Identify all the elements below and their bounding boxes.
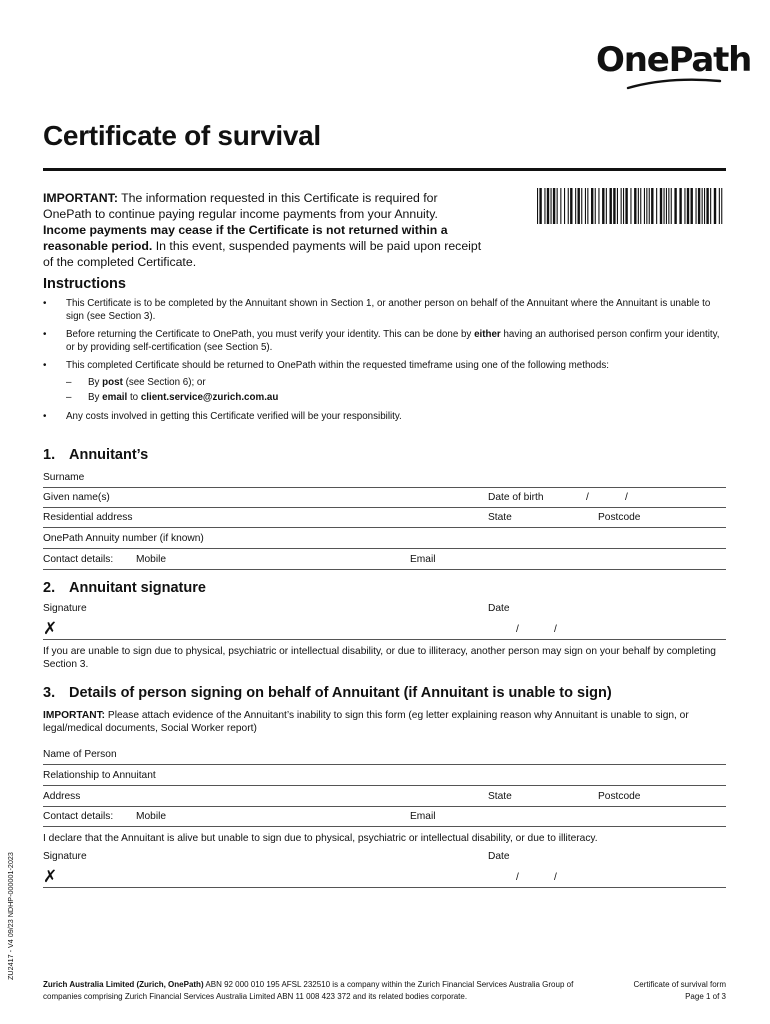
barcode-bar: [640, 188, 641, 224]
barcode-bar: [560, 188, 561, 224]
barcode-bar: [581, 188, 582, 224]
signature-label: Signature: [43, 851, 87, 862]
date-of-birth-field[interactable]: Date of birth: [488, 492, 544, 503]
barcode-bar: [691, 188, 693, 224]
barcode-bar: [638, 188, 639, 224]
barcode-bar: [547, 188, 549, 224]
list-item: • This Certificate is to be completed by the Annuitant shown in Section 1, or another person on behalf of the Annuitant where the Annuitant is unable to sign (see Section 3).: [43, 298, 711, 322]
signature-field[interactable]: [43, 868, 726, 888]
barcode-bar: [606, 188, 607, 224]
instructions-heading: Instructions: [43, 276, 126, 292]
barcode-bar: [702, 188, 703, 224]
barcode-bar: [721, 188, 722, 224]
barcode-graphic: [537, 188, 725, 224]
barcode-bar: [551, 188, 552, 224]
important-text-1: The information requested in this Certificate is required for OnePath to continue paying regular income payments from your Annuity.: [43, 191, 438, 221]
barcode-bar: [674, 188, 676, 224]
barcode-bar: [630, 188, 631, 224]
barcode-bar: [684, 188, 685, 224]
annuity-number-field[interactable]: OnePath Annuity number (if known): [43, 529, 726, 549]
barcode-bar: [706, 188, 708, 224]
onepath-logo: [596, 40, 752, 88]
barcode-bar: [570, 188, 572, 224]
barcode-bar: [646, 188, 647, 224]
address-field[interactable]: Address State Postcode: [43, 787, 726, 807]
barcode-bar: [595, 188, 596, 224]
page-number: Page 1 of 3: [685, 992, 726, 1001]
barcode-bar: [714, 188, 716, 224]
contact-details-row: Contact details: Mobile Email: [43, 807, 726, 827]
barcode-bar: [623, 188, 624, 224]
barcode-bar: [587, 188, 588, 224]
barcode-bar: [634, 188, 636, 224]
email-field[interactable]: Email: [410, 554, 436, 565]
form-code: ZU2417 - V4 09/23 NDHP-000001-2023: [6, 852, 15, 980]
page-title: Certificate of survival: [43, 120, 321, 151]
section-2-heading: 2. Annuitant signature: [43, 580, 206, 596]
barcode-bar: [704, 188, 705, 224]
state-field[interactable]: State: [488, 512, 512, 523]
important-text-2: In this event, suspended payments will be paid upon receipt of the completed Certificate.: [43, 239, 482, 269]
barcode-bar: [553, 188, 555, 224]
barcode-bar: [598, 188, 599, 224]
barcode-bar: [537, 188, 538, 224]
barcode-bar: [621, 188, 622, 224]
barcode-bar: [698, 188, 700, 224]
title-divider: [43, 168, 726, 171]
postcode-field[interactable]: Postcode: [598, 791, 641, 802]
footer-disclaimer: Zurich Australia Limited (Zurich, OnePath) ABN 92 000 010 195 AFSL 232510 is a company within the Zurich Financial Services Australia Group of companies comprising Zurich Financial Services Australia Limited ABN 11 008 423 372 and its related bodies corporate.: [43, 980, 574, 1001]
signature-cross-icon: ✗: [43, 867, 58, 886]
state-field[interactable]: State: [488, 791, 512, 802]
barcode-bar: [649, 188, 650, 224]
important-notice: [43, 190, 483, 270]
barcode-bar: [656, 188, 657, 224]
barcode-bar: [668, 188, 669, 224]
instructions-list: [43, 298, 728, 429]
barcode-bar: [575, 188, 576, 224]
barcode-bar: [719, 188, 720, 224]
postcode-field[interactable]: Postcode: [598, 512, 641, 523]
barcode-bar: [710, 188, 711, 224]
list-sub-item: – By post (see Section 6); or: [66, 376, 206, 388]
logo-text: OnePath: [596, 40, 752, 80]
list-item: • Before returning the Certificate to OnePath, you must verify your identity. This can be done by either having an authorised person confirm your identity, or by providing self-certification (see Section 5).: [43, 329, 720, 353]
declaration-text: I declare that the Annuitant is alive but unable to sign due to physical, psychiatric or intellectual disability, or due to illiteracy.: [43, 833, 598, 844]
section-3-important: IMPORTANT: Please attach evidence of the Annuitant’s inability to sign this form (eg letter explaining reason why Annuitant is unable to sign, or legal/medical documents, Social Worker report): [43, 710, 689, 734]
list-sub-item: – By email to client.service@zurich.com.au: [66, 392, 279, 403]
barcode-bar: [539, 188, 541, 224]
barcode-bar: [578, 188, 580, 224]
list-item: • Any costs involved in getting this Certificate verified will be your responsibility.: [43, 410, 402, 422]
given-names-field[interactable]: Given name(s) Date of birth / /: [43, 488, 726, 508]
email-link[interactable]: client.service@zurich.com.au: [140, 392, 279, 403]
relationship-field[interactable]: Relationship to Annuitant: [43, 766, 726, 786]
barcode-bar: [664, 188, 665, 224]
barcode-bar: [564, 188, 565, 224]
date-label: Date: [488, 851, 510, 862]
barcode-bar: [557, 188, 558, 224]
barcode-bar: [591, 188, 593, 224]
signature-cross-icon: ✗: [43, 619, 58, 638]
residential-address-field[interactable]: Residential address State Postcode: [43, 508, 726, 528]
signature-field[interactable]: [43, 620, 726, 640]
section-3-heading: 3. Details of person signing on behalf of Annuitant (if Annuitant is unable to sign): [43, 685, 612, 701]
barcode-bar: [625, 188, 627, 224]
barcode-bar: [671, 188, 672, 224]
barcode-bar: [696, 188, 697, 224]
barcode-bar: [544, 188, 545, 224]
barcode-bar: [610, 188, 612, 224]
name-of-person-field[interactable]: Name of Person: [43, 745, 726, 765]
footer-page-info: [600, 979, 726, 1003]
mobile-field[interactable]: Mobile: [136, 811, 167, 822]
barcode-bar: [679, 188, 681, 224]
form-name: Certificate of survival form: [633, 980, 726, 989]
barcode-bar: [585, 188, 586, 224]
mobile-field[interactable]: Mobile: [136, 554, 167, 565]
barcode-bar: [666, 188, 667, 224]
surname-field[interactable]: Surname: [43, 468, 726, 488]
list-item: • This completed Certificate should be returned to OnePath within the requested timeframe using one of the following methods:: [43, 360, 609, 371]
date-label: Date: [488, 603, 510, 614]
barcode-bar: [644, 188, 645, 224]
barcode-bar: [613, 188, 615, 224]
barcode-bar: [602, 188, 604, 224]
important-bold: Income payments may cease if the Certificate is not returned within a reasonable period.: [43, 223, 448, 253]
barcode-bar: [617, 188, 618, 224]
logo-swoosh-icon: [626, 78, 722, 90]
important-label: IMPORTANT:: [43, 191, 118, 205]
barcode-bar: [651, 188, 653, 224]
signature-label: Signature: [43, 603, 87, 614]
barcode-bar: [660, 188, 662, 224]
email-field[interactable]: Email: [410, 811, 436, 822]
barcode-bar: [687, 188, 689, 224]
section-2-note: If you are unable to sign due to physical, psychiatric or intellectual disability, or due to illiteracy, another person may sign on your behalf by completing Section 3.: [43, 646, 716, 670]
section-1-heading: 1. Annuitant’s: [43, 447, 149, 463]
barcode-bar: [568, 188, 569, 224]
contact-details-row: Contact details: Mobile Email: [43, 550, 726, 570]
